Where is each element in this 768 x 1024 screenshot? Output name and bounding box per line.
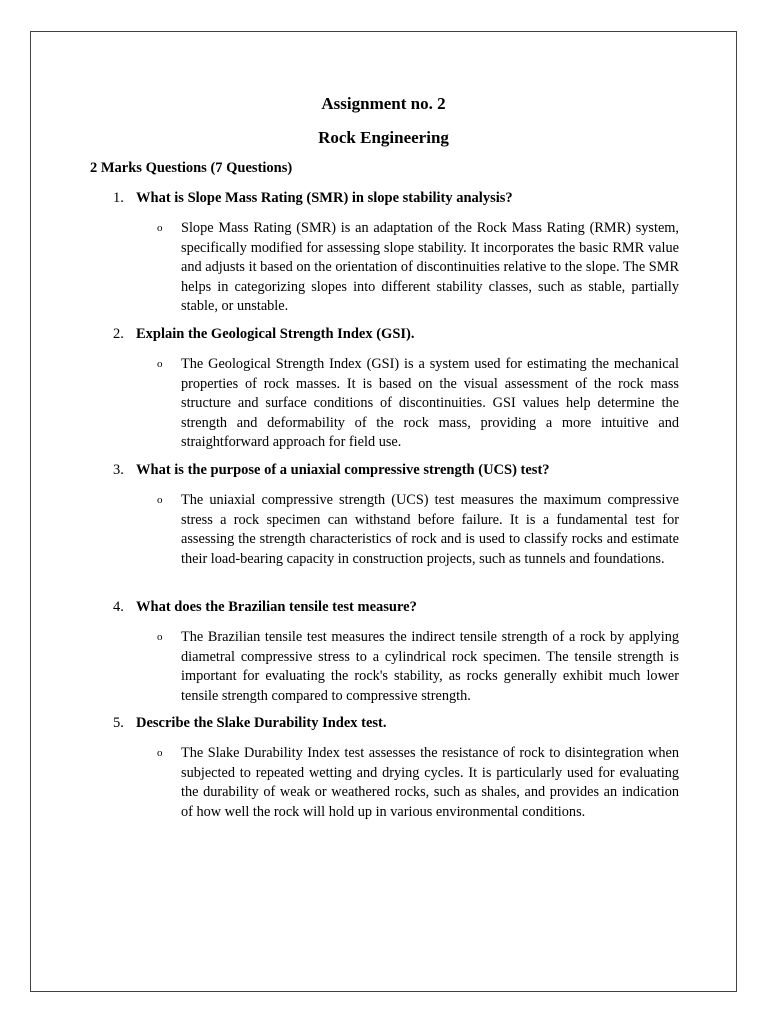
section-heading: 2 Marks Questions (7 Questions) <box>90 160 293 176</box>
question-number: 2. <box>113 326 124 342</box>
question-number: 4. <box>113 599 124 615</box>
bullet-icon: o <box>157 494 163 506</box>
answer-text: Slope Mass Rating (SMR) is an adaptation of the Rock Mass Rating (RMR) system, specifically modified for assessing slope stability. It incorporates the basic RMR value and adjusts it based on the orientation of discontinuities relative to the slope. The SMR helps in categorizing slopes into different stability classes, such as stable, partially stable, or unstable. <box>181 220 679 314</box>
answer-text: The Brazilian tensile test measures the indirect tensile strength of a rock by applying diametral compressive stress to a cylindrical rock specimen. The tensile strength is important for evaluating the rock's stability, as rocks generally exhibit much lower tensile strength compared to compressive strength. <box>181 629 679 704</box>
answer-item <box>157 219 679 317</box>
bullet-icon: o <box>157 358 163 370</box>
question-text: What does the Brazilian tensile test measure? <box>136 599 417 615</box>
question-line <box>113 598 417 616</box>
question-number: 1. <box>113 190 124 206</box>
question-text: What is Slope Mass Rating (SMR) in slope stability analysis? <box>136 190 513 206</box>
answer-text: The Slake Durability Index test assesses the resistance of rock to disintegration when subjected to repeated wetting and drying cycles. It is particularly used for evaluating the durability of weak or weathered rocks, such as shales, and provides an indication of how well the rock will hold up in various environmental conditions. <box>181 745 679 820</box>
assignment-title: Assignment no. 2 <box>321 94 446 113</box>
bullet-icon: o <box>157 631 163 643</box>
question-line <box>113 325 414 343</box>
question-text: What is the purpose of a uniaxial compressive strength (UCS) test? <box>136 462 550 478</box>
question-line <box>113 189 513 207</box>
question-line <box>113 461 550 479</box>
bullet-icon: o <box>157 747 163 759</box>
bullet-icon: o <box>157 222 163 234</box>
answer-text: The uniaxial compressive strength (UCS) test measures the maximum compressive stress a rock specimen can withstand before failure. It is a fundamental test for assessing the strength characteristics of rock and is used to classify rocks and estimate their load-bearing capacity in construction projects, such as tunnels and foundations. <box>181 492 679 567</box>
answer-item <box>157 628 679 706</box>
answer-item <box>157 491 679 569</box>
question-number: 5. <box>113 715 124 731</box>
answer-item <box>157 744 679 822</box>
question-text: Describe the Slake Durability Index test. <box>136 715 387 731</box>
subject-title: Rock Engineering <box>318 128 449 147</box>
question-line <box>113 714 387 732</box>
answer-item <box>157 355 679 453</box>
document-page <box>30 31 737 992</box>
question-number: 3. <box>113 462 124 478</box>
answer-text: The Geological Strength Index (GSI) is a system used for estimating the mechanical properties of rock masses. It is based on the visual assessment of the rock mass structure and surface conditions of discontinuities. GSI values help determine the strength and deformability of the rock mass, providing a more intuitive and straightforward approach for field use. <box>181 356 679 450</box>
question-text: Explain the Geological Strength Index (GSI). <box>136 326 415 342</box>
